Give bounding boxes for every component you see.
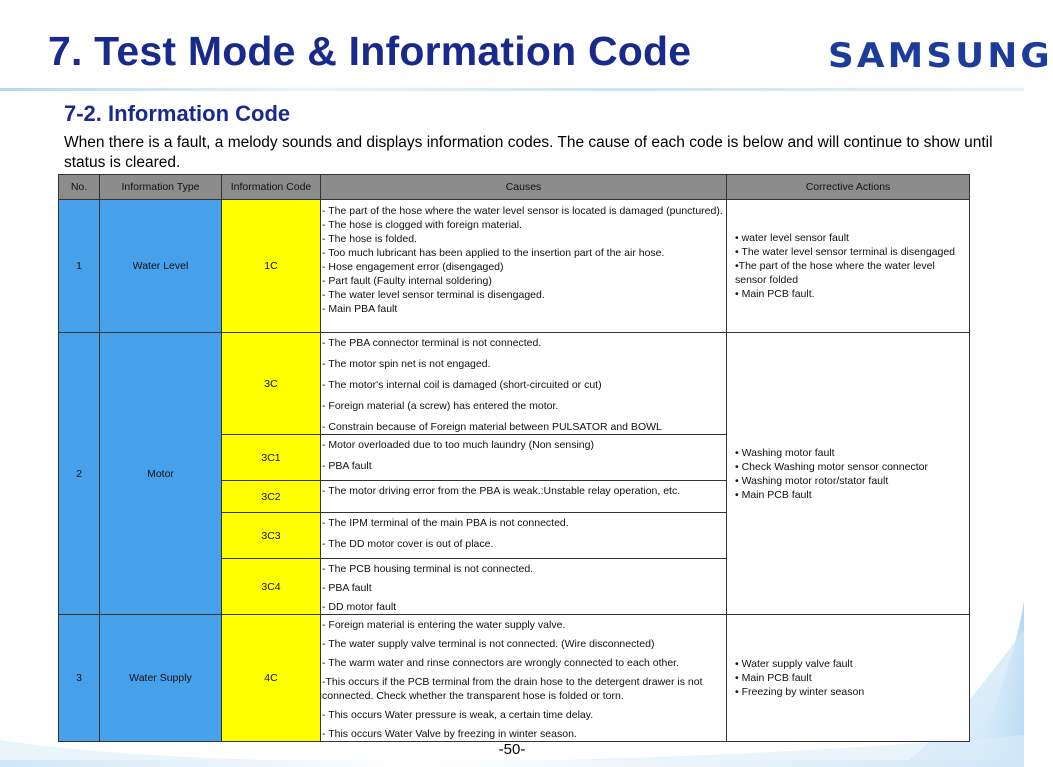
table-body bbox=[59, 200, 970, 742]
corrective-action-item: • Water supply valve fault bbox=[735, 658, 853, 670]
information-type-cell: Water Supply bbox=[100, 615, 222, 742]
row-number: 2 bbox=[59, 333, 100, 615]
information-code-cell: 3C4 bbox=[222, 559, 321, 615]
footer-bar bbox=[0, 760, 1024, 767]
causes-cell bbox=[321, 559, 727, 615]
cause-item: - The hose is clogged with foreign material. bbox=[322, 219, 522, 231]
cause-item: - This occurs Water pressure is weak, a certain time delay. bbox=[322, 709, 594, 721]
corrective-action-item: • Main PCB fault bbox=[735, 488, 812, 501]
table-row bbox=[59, 333, 970, 435]
header-corrective-actions: Corrective Actions bbox=[727, 175, 970, 200]
cause-item: - The IPM terminal of the main PBA is not connected. bbox=[322, 517, 569, 529]
cause-item: - DD motor fault bbox=[322, 601, 397, 613]
cause-item: - The motor's internal coil is damaged (short-circuited or cut) bbox=[322, 379, 602, 391]
cause-item: - The warm water and rinse connectors are wrongly connected to each other. bbox=[322, 657, 679, 669]
causes-cell bbox=[321, 481, 727, 513]
cause-item: - Part fault (Faulty internal soldering) bbox=[322, 275, 492, 287]
corrective-action-item: • The water level sensor terminal is disengaged bbox=[735, 246, 956, 258]
cause-item: - Too much lubricant has been applied to the insertion part of the air hose. bbox=[322, 247, 665, 259]
causes-cell bbox=[321, 615, 727, 742]
corrective-action-item: • Washing motor fault bbox=[735, 446, 835, 459]
corrective-action-item: • Check Washing motor sensor connector bbox=[735, 460, 928, 473]
header-information-code: Information Code bbox=[222, 175, 321, 200]
cause-item: - The water supply valve terminal is not connected. (Wire disconnected) bbox=[322, 638, 655, 650]
table-row bbox=[59, 615, 970, 742]
cause-item: - The motor driving error from the PBA is weak.:Unstable relay operation, etc. bbox=[322, 485, 681, 497]
corrective-action-item: • Freezing by winter season bbox=[735, 686, 865, 698]
causes-cell bbox=[321, 200, 727, 333]
information-code-cell: 3C3 bbox=[222, 513, 321, 559]
information-code-cell: 3C2 bbox=[222, 481, 321, 513]
information-type-cell: Motor bbox=[100, 333, 222, 615]
cause-item: - Foreign material is entering the water supply valve. bbox=[322, 619, 566, 631]
table-row bbox=[59, 200, 970, 333]
header-causes: Causes bbox=[321, 175, 727, 200]
corrective-actions-cell bbox=[727, 615, 970, 742]
cause-item: - Constrain because of Foreign material between PULSATOR and BOWL bbox=[322, 421, 662, 433]
information-type-cell: Water Level bbox=[100, 200, 222, 333]
information-code-cell: 1C bbox=[222, 200, 321, 333]
cause-item: - Hose engagement error (disengaged) bbox=[322, 261, 504, 273]
cause-item: - This occurs Water Valve by freezing in winter season. bbox=[322, 728, 577, 740]
intro-paragraph: When there is a fault, a melody sounds and displays information codes. The cause of each code is below and will continue to show until status is cleared. bbox=[64, 134, 993, 171]
section-subtitle: 7-2. Information Code bbox=[64, 101, 291, 126]
causes-cell bbox=[321, 513, 727, 559]
corrective-action-item: • Main PCB fault bbox=[735, 672, 812, 684]
title-divider bbox=[0, 88, 1024, 91]
information-code-cell: 3C1 bbox=[222, 435, 321, 481]
information-code-cell: 4C bbox=[222, 615, 321, 742]
corrective-actions-cell bbox=[727, 200, 970, 333]
causes-cell bbox=[321, 435, 727, 481]
corrective-action-item: • Washing motor rotor/stator fault bbox=[735, 474, 889, 487]
cause-item: - The PBA connector terminal is not connected. bbox=[322, 337, 542, 349]
samsung-logo: SAMSUNG bbox=[828, 36, 1053, 76]
causes-cell bbox=[321, 333, 727, 435]
cause-item: - Motor overloaded due to too much laundry (Non sensing) bbox=[322, 439, 594, 451]
information-code-table bbox=[58, 174, 970, 742]
cause-item: - The DD motor cover is out of place. bbox=[322, 538, 494, 550]
header-no: No. bbox=[59, 175, 100, 200]
cause-item: -This occurs if the PCB terminal from the drain hose to the detergent drawer is not connected. Check whether the transparent hose is folded or torn. bbox=[322, 676, 703, 702]
cause-item: - The hose is folded. bbox=[322, 233, 417, 245]
row-number: 1 bbox=[59, 200, 100, 333]
cause-item: - The PCB housing terminal is not connected. bbox=[322, 563, 534, 575]
cause-item: - The water level sensor terminal is disengaged. bbox=[322, 289, 545, 301]
table-header-row bbox=[59, 175, 970, 200]
page-title: 7. Test Mode & Information Code bbox=[48, 28, 692, 74]
header-information-type: Information Type bbox=[100, 175, 222, 200]
cause-item: - Main PBA fault bbox=[322, 303, 398, 315]
corrective-action-item: • Main PCB fault. bbox=[735, 288, 815, 300]
cause-item: - The part of the hose where the water level sensor is located is damaged (punctured). bbox=[322, 205, 723, 217]
corrective-actions-cell bbox=[727, 333, 970, 615]
row-number: 3 bbox=[59, 615, 100, 742]
corrective-action-item: •The part of the hose where the water level sensor folded bbox=[735, 260, 935, 286]
cause-item: - PBA fault bbox=[322, 460, 372, 472]
page-number: -50- bbox=[498, 741, 526, 758]
cause-item: - The motor spin net is not engaged. bbox=[322, 358, 491, 370]
corrective-action-item: • water level sensor fault bbox=[735, 232, 849, 244]
cause-item: - Foreign material (a screw) has entered the motor. bbox=[322, 400, 559, 412]
information-code-cell: 3C bbox=[222, 333, 321, 435]
cause-item: - PBA fault bbox=[322, 582, 372, 594]
